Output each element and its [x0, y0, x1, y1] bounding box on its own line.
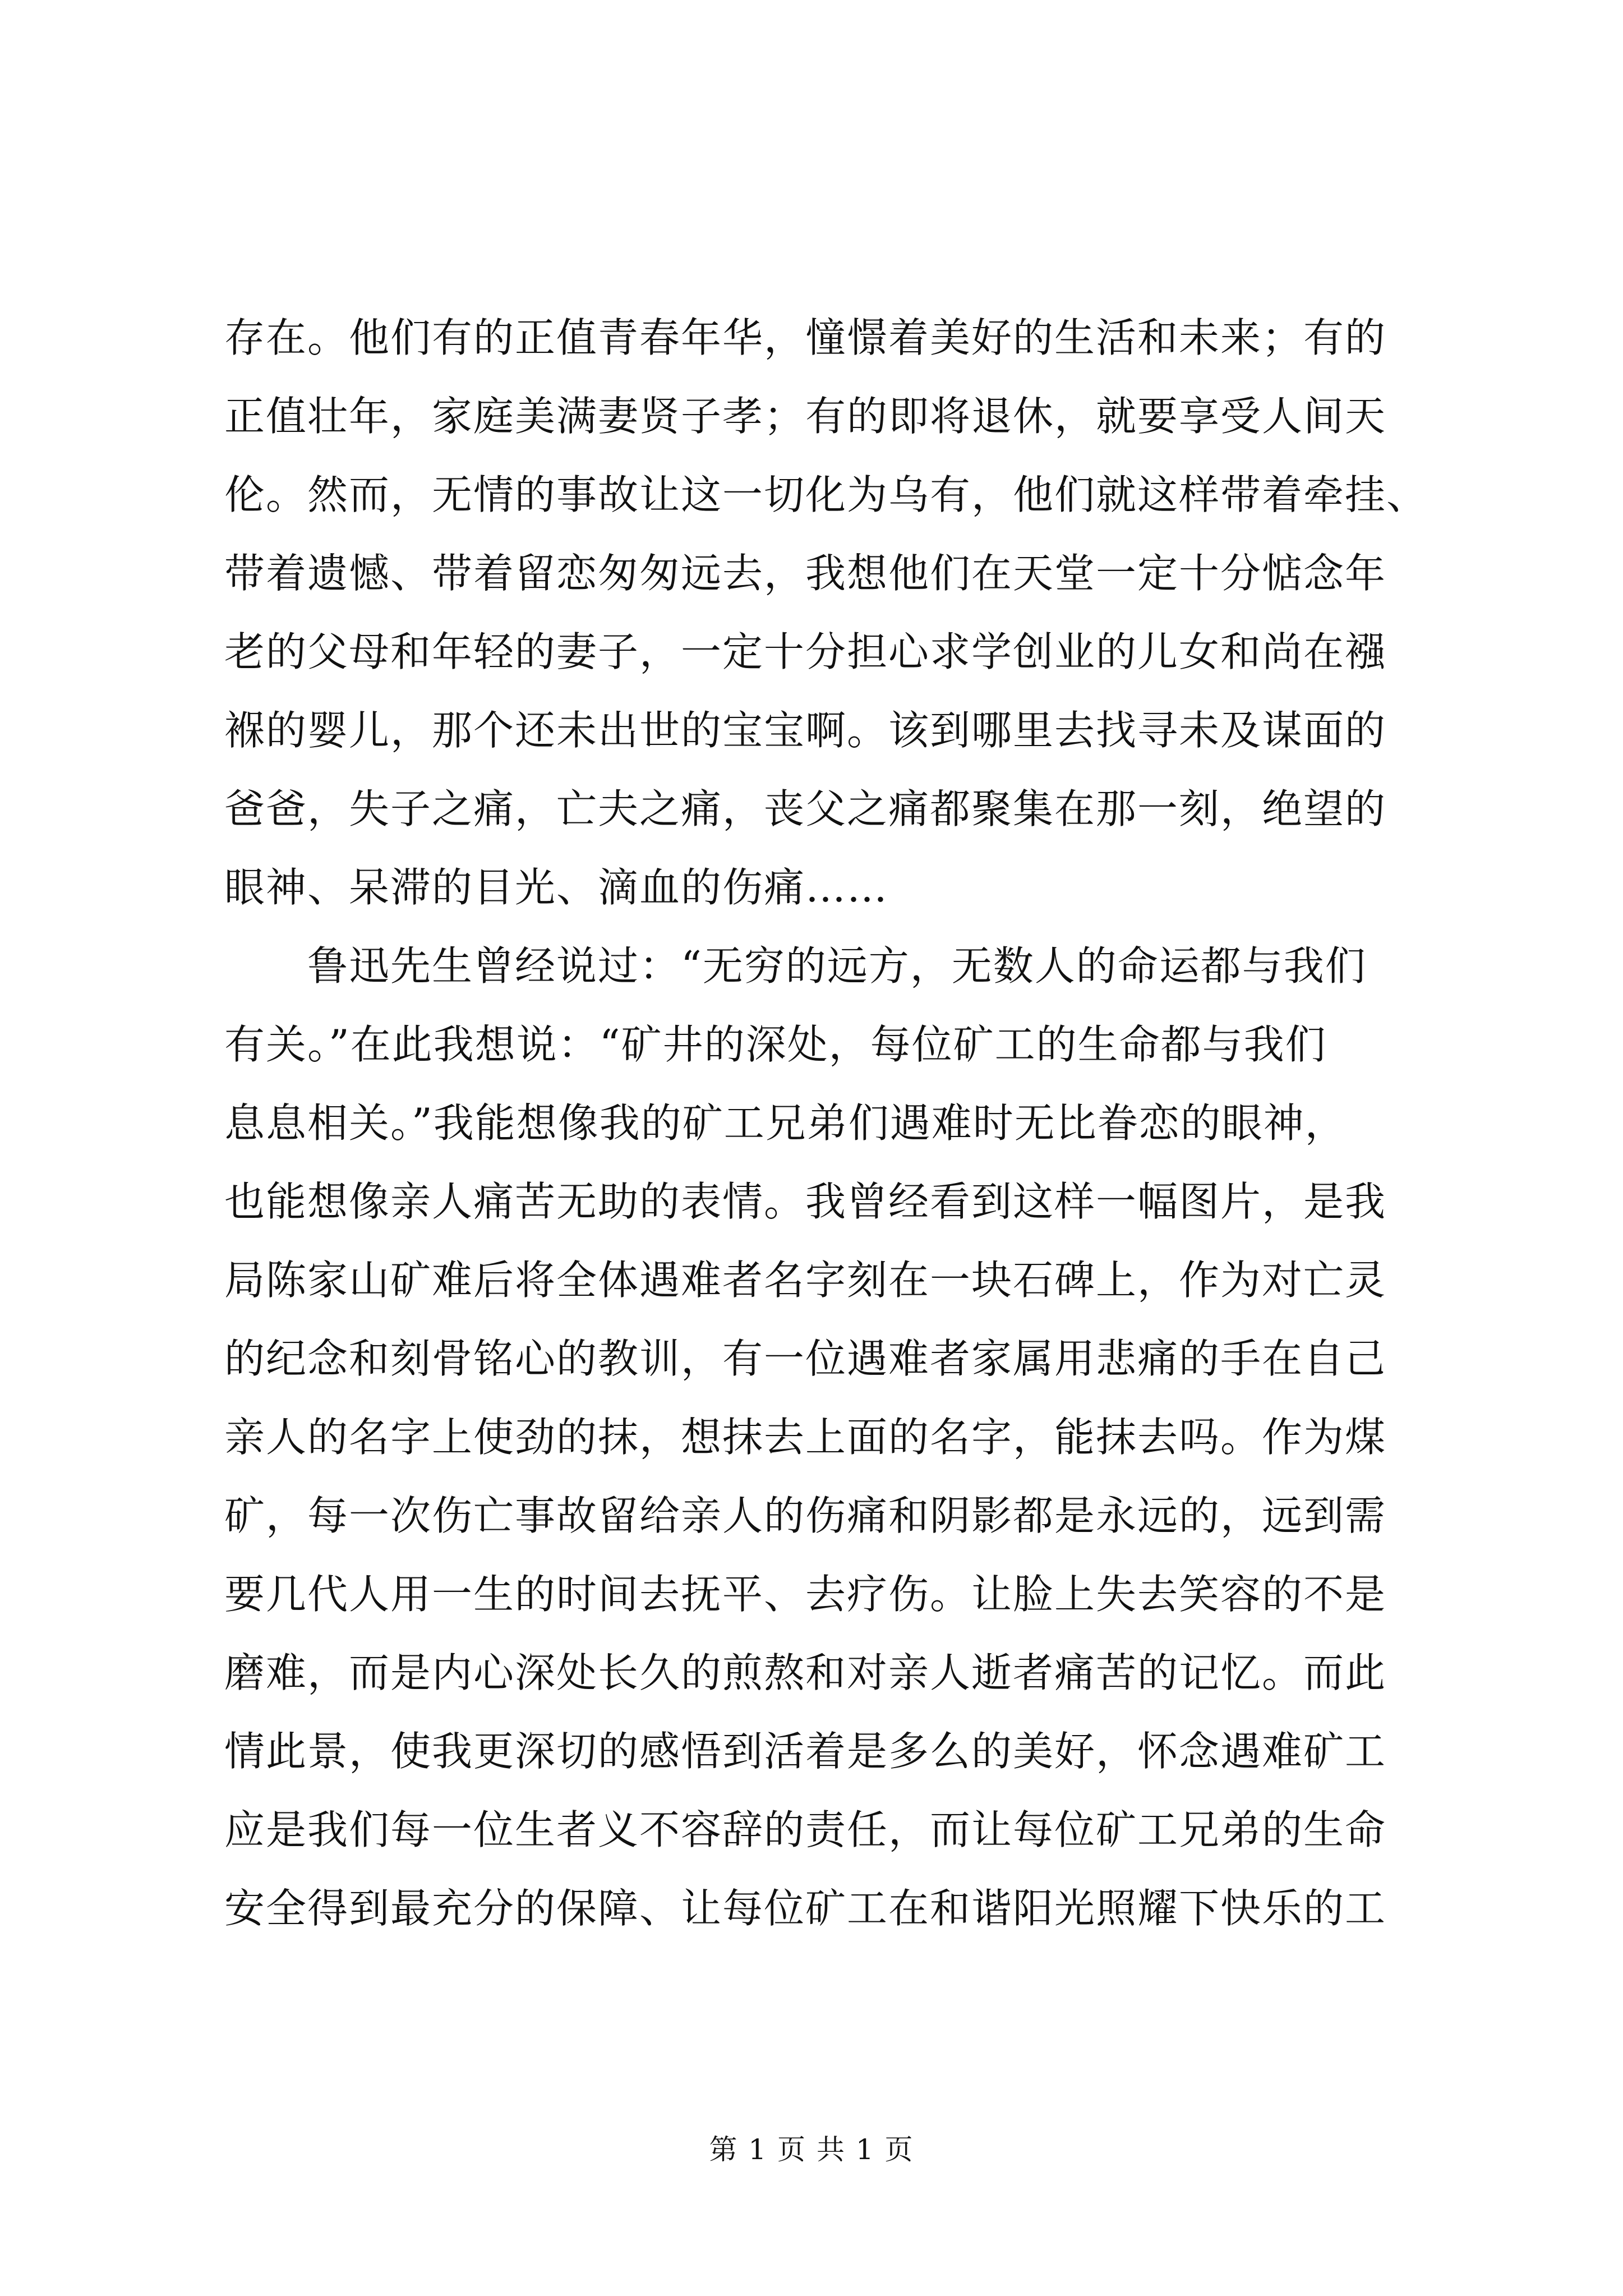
text-line: 正值壮年，家庭美满妻贤子孝；有的即将退休，就要享受人间天: [224, 393, 1387, 440]
text-line: 应是我们每一位生者义不容辞的责任，而让每位矿工兄弟的生命: [224, 1806, 1387, 1853]
body-text: [224, 298, 1428, 1948]
text-line: 要几代人用一生的时间去抚平、去疗伤。让脸上失去笑容的不是: [224, 1571, 1387, 1618]
text-line: 的纪念和刻骨铭心的教训，有一位遇难者家属用悲痛的手在自己: [224, 1335, 1387, 1382]
text-line: 亲人的名字上使劲的抹，想抹去上面的名字，能抹去吗。作为煤: [224, 1414, 1387, 1461]
text-line: 局陈家山矿难后将全体遇难者名字刻在一块石碑上，作为对亡灵: [224, 1257, 1387, 1304]
text-line: 磨难，而是内心深处长久的煎熬和对亲人逝者痛苦的记忆。而此: [224, 1649, 1387, 1696]
text-line: 老的父母和年轻的妻子，一定十分担心求学创业的儿女和尚在襁: [224, 628, 1387, 675]
text-line: 存在。他们有的正值青春年华，憧憬着美好的生活和未来；有的: [224, 314, 1387, 361]
text-line: 安全得到最充分的保障、让每位矿工在和谐阳光照耀下快乐的工: [224, 1885, 1387, 1932]
paragraph-start-line: 鲁迅先生曾经说过：“无穷的远方，无数人的命运都与我们: [224, 942, 1367, 990]
page-number-label: 第 1 页 共 1 页: [709, 2133, 914, 2166]
text-line: 爸爸，失子之痛，亡夫之痛，丧父之痛都聚集在那一刻，绝望的: [224, 785, 1387, 832]
page-footer: [0, 2127, 1623, 2168]
text-line: 褓的婴儿，那个还未出世的宝宝啊。该到哪里去找寻未及谋面的: [224, 707, 1387, 754]
text-line: 眼神、呆滞的目光、滴血的伤痛……: [224, 864, 889, 911]
text-line: 伦。然而，无情的事故让这一切化为乌有，他们就这样带着牵挂、: [224, 471, 1428, 518]
text-line: 也能想像亲人痛苦无助的表情。我曾经看到这样一幅图片，是我: [224, 1178, 1387, 1225]
text-line: 矿，每一次伤亡事故留给亲人的伤痛和阴影都是永远的，远到需: [224, 1492, 1387, 1539]
text-line: 情此景，使我更深切的感悟到活着是多么的美好，怀念遇难矿工: [224, 1728, 1387, 1775]
text-line: 息息相关。”我能想像我的矿工兄弟们遇难时无比眷恋的眼神，: [224, 1099, 1347, 1147]
text-line: 带着遗憾、带着留恋匆匆远去，我想他们在天堂一定十分惦念年: [224, 550, 1387, 597]
text-line: 有关。”在此我想说：“矿井的深处，每位矿工的生命都与我们: [224, 1021, 1327, 1068]
